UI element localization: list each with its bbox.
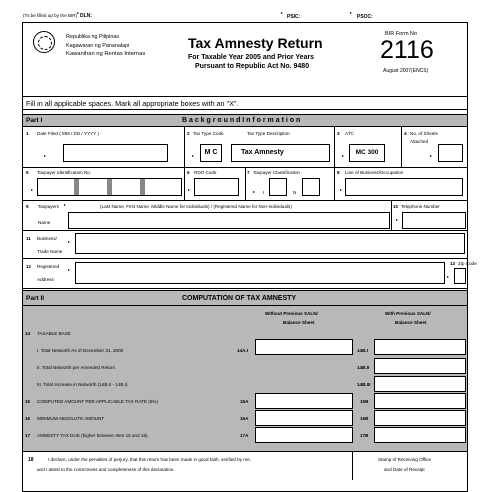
arrow-icon: ▸ — [253, 189, 256, 194]
divider — [334, 168, 335, 200]
dln-label: DLN: — [80, 13, 92, 19]
part1-title: B a c k g r o u n d I n f o r m a t i o n — [182, 117, 301, 124]
arrow-icon: ▸ — [68, 239, 71, 244]
divider — [352, 452, 353, 480]
arrow-icon: ▸ — [281, 10, 284, 15]
trade-name-label-2: Trade Name — [37, 249, 63, 254]
divider — [22, 451, 468, 452]
arrow-icon: ▸ — [31, 187, 34, 192]
divider — [391, 201, 392, 230]
item-num: 17 — [25, 433, 31, 438]
business-line-label: Line of Business/Occupation — [345, 170, 404, 175]
divider — [245, 168, 246, 200]
class-nonindividual-checkbox[interactable] — [302, 178, 320, 196]
date-filed-label: Date Filed ( MM / DD / YYYY ) — [37, 131, 99, 136]
taxpayer-name-label-2: Name — [38, 220, 51, 225]
class-individual-checkbox[interactable] — [269, 178, 287, 196]
rdo-label: RDO Code — [194, 170, 217, 175]
item-label: AMNESTY TAX DUE (higher between Item 15 and 16) — [37, 433, 148, 438]
f10-num: 10 — [393, 204, 399, 209]
rdo-code-input[interactable] — [194, 178, 239, 196]
tax-type-code-input[interactable]: M C — [200, 144, 222, 162]
line-code-b: 17B — [360, 433, 369, 438]
line-code-b: 14B.II — [357, 365, 370, 370]
item-num: 16 — [25, 416, 31, 421]
f7-num: 7 — [247, 170, 250, 175]
f11-num: 11 — [26, 236, 31, 241]
item-label: I. Total Networth As of December 31, 2005 — [37, 348, 124, 353]
line-code-b: 15B — [360, 399, 369, 404]
zip-code-input[interactable] — [454, 268, 466, 284]
networth-increase-input[interactable] — [374, 376, 466, 392]
divider — [22, 288, 468, 289]
agency-line-3: Kawanihan ng Rentas Internas — [66, 51, 146, 57]
divider — [184, 127, 185, 167]
col-with-saln-1: With Previous SALN/ — [385, 311, 431, 316]
psic-label: PSIC: — [287, 14, 301, 20]
arrow-icon: ▸ — [68, 267, 71, 272]
bir-note: (To be filled up by the BIR) — [23, 13, 78, 18]
bir-seal-icon — [33, 31, 55, 53]
instruction-text: Fill in all applicable spaces. Mark all appropriate boxes with an "X". — [26, 99, 239, 108]
telephone-label: Telephone Number — [401, 204, 440, 209]
divider — [334, 127, 335, 167]
declaration-line-1: I declare, under the penalties of perjury, that this return has been made in good faith, verified by me, — [48, 457, 251, 462]
arrow-icon: ▸ — [188, 187, 191, 192]
sheets-attached-input[interactable] — [438, 144, 463, 162]
zip-label: Zip Code — [458, 261, 477, 266]
part2-label: Part II — [26, 295, 45, 302]
col-with-saln-2: Balance Sheet — [395, 320, 427, 325]
line-code-a: 16A — [240, 416, 249, 421]
tax-type-desc-label: Tax Type Description — [247, 131, 290, 136]
minimum-amount-a-input[interactable] — [255, 410, 353, 426]
col-without-saln-1: Without Previous SALN/ — [265, 311, 318, 316]
tin-separator — [140, 179, 145, 195]
stamp-label-2: and Date of Receipt — [384, 467, 425, 472]
line-code-a: 15A — [240, 399, 249, 404]
line-code-a: 14A.I — [237, 348, 248, 353]
line-code-b: 14B.III — [357, 382, 371, 387]
class-n-label: N — [293, 190, 297, 195]
form-subtitle-1: For Taxable Year 2005 and Prior Years — [188, 54, 315, 61]
address-label-1: Registered — [37, 264, 60, 269]
item-num: 14 — [25, 331, 31, 336]
taxpayer-name-input[interactable] — [68, 212, 390, 229]
divider — [22, 96, 468, 97]
agency-line-2: Kagawaran ng Pananalapi — [66, 43, 130, 49]
tin-separator — [74, 179, 79, 195]
divider — [22, 230, 468, 231]
divider — [401, 127, 402, 167]
f1-num: 1 — [26, 131, 29, 136]
date-filed-input[interactable] — [63, 144, 168, 162]
computed-amount-b-input[interactable] — [374, 393, 466, 409]
sheets-label-2: Attached — [410, 139, 429, 144]
arrow-icon: ▸ — [342, 153, 345, 158]
part1-label: Part I — [26, 117, 43, 124]
taxpayer-class-label: Taxpayer Classification — [253, 170, 300, 175]
atc-label: ATC — [345, 131, 354, 136]
f12-num: 12 — [26, 264, 32, 269]
item-label: III. Total Increase in Networth (14B.II - 14B.I) — [37, 382, 128, 387]
item-num: 18 — [28, 457, 34, 463]
item-label: COMPUTED AMOUNT PER APPLICABLE TAX RATE (5%) — [37, 399, 158, 404]
f2-num: 2 — [187, 131, 190, 136]
taxpayer-name-desc: (Last Name, First Name, Middle Name for Individuals) / (Registered Name for Non-Individuals) — [100, 204, 292, 209]
arrow-icon: ▸ — [396, 217, 399, 222]
divider — [22, 258, 468, 259]
line-code-b: 16B — [360, 416, 369, 421]
telephone-input[interactable] — [402, 212, 466, 229]
arrow-icon: ▸ — [340, 187, 343, 192]
f5-num: 5 — [26, 170, 29, 175]
declaration-line-2: and I attest to the correctness and completeness of this declaration. — [37, 467, 175, 472]
amnesty-tax-due-b-input[interactable] — [374, 427, 466, 443]
divider — [22, 114, 468, 115]
form-number: 2116 — [380, 36, 434, 64]
f6-num: 6 — [187, 170, 190, 175]
form-number-label: BIR Form No — [385, 31, 418, 37]
form-subtitle-2: Pursuant to Republic Act No. 9480 — [195, 63, 310, 70]
line-code-a: 17A — [240, 433, 249, 438]
stamp-label-1: Stamp of Receiving Office — [378, 457, 432, 462]
item-label: TAXABLE BASE — [37, 331, 71, 336]
f4-num: 4 — [404, 131, 407, 136]
part2-title: COMPUTATION OF TAX AMNESTY — [182, 295, 297, 302]
trade-name-label-1: Business/ — [37, 236, 57, 241]
divider — [22, 290, 468, 291]
amnesty-tax-due-a-input[interactable] — [255, 427, 353, 443]
tax-type-code-label: Tax Type Code — [193, 131, 224, 136]
item-label: II. Total Networth per Amended Return — [37, 365, 116, 370]
arrow-icon: ▸ — [64, 202, 67, 207]
atc-input[interactable]: MC 300 — [349, 144, 385, 162]
col-without-saln-2: Balance Sheet — [283, 320, 315, 325]
networth-2005-a-input[interactable] — [255, 339, 353, 355]
agency-line-1: Republika ng Pilipinas — [66, 34, 120, 40]
networth-2005-b-input[interactable] — [374, 339, 466, 355]
line-code-b: 14B.I — [357, 348, 368, 353]
sheets-label-1: No. of Sheets — [410, 131, 438, 136]
taxpayer-name-label: Taxpayers — [38, 204, 59, 209]
tin-label: Taxpayer Identification No. — [37, 170, 92, 175]
tin-separator — [107, 179, 112, 195]
arrow-icon: ▸ — [192, 153, 195, 158]
business-line-input[interactable] — [345, 178, 463, 196]
arrow-icon: ▸ — [447, 274, 450, 279]
arrow-icon: ▸ — [430, 153, 433, 158]
f3-num: 3 — [337, 131, 340, 136]
item-num: 15 — [25, 399, 31, 404]
divider — [22, 305, 468, 306]
arrow-icon: ▸ — [77, 10, 80, 15]
form-date: August 2007(ENCS) — [383, 68, 429, 74]
minimum-amount-b-input[interactable] — [374, 410, 466, 426]
trade-name-input[interactable] — [75, 233, 465, 254]
address-input[interactable] — [75, 262, 445, 284]
form-title: Tax Amnesty Return — [188, 35, 323, 51]
f9-num: 9 — [26, 204, 29, 209]
divider — [22, 109, 468, 110]
f13-num: 13 — [450, 261, 456, 266]
item-label: MINIMUM ABSOLUTE AMOUNT — [37, 416, 105, 421]
arrow-icon: ▸ — [44, 153, 47, 158]
computed-amount-a-input[interactable] — [255, 393, 353, 409]
divider — [22, 200, 468, 201]
class-i-label: I — [263, 190, 265, 195]
arrow-icon: ▸ — [350, 10, 353, 15]
tax-type-desc-input[interactable]: Tax Amnesty — [231, 144, 330, 162]
f8-num: 8 — [337, 170, 340, 175]
divider — [184, 168, 185, 200]
address-label-2: Address — [37, 277, 54, 282]
psoc-label: PSOC: — [357, 14, 373, 20]
networth-amended-input[interactable] — [374, 358, 466, 374]
